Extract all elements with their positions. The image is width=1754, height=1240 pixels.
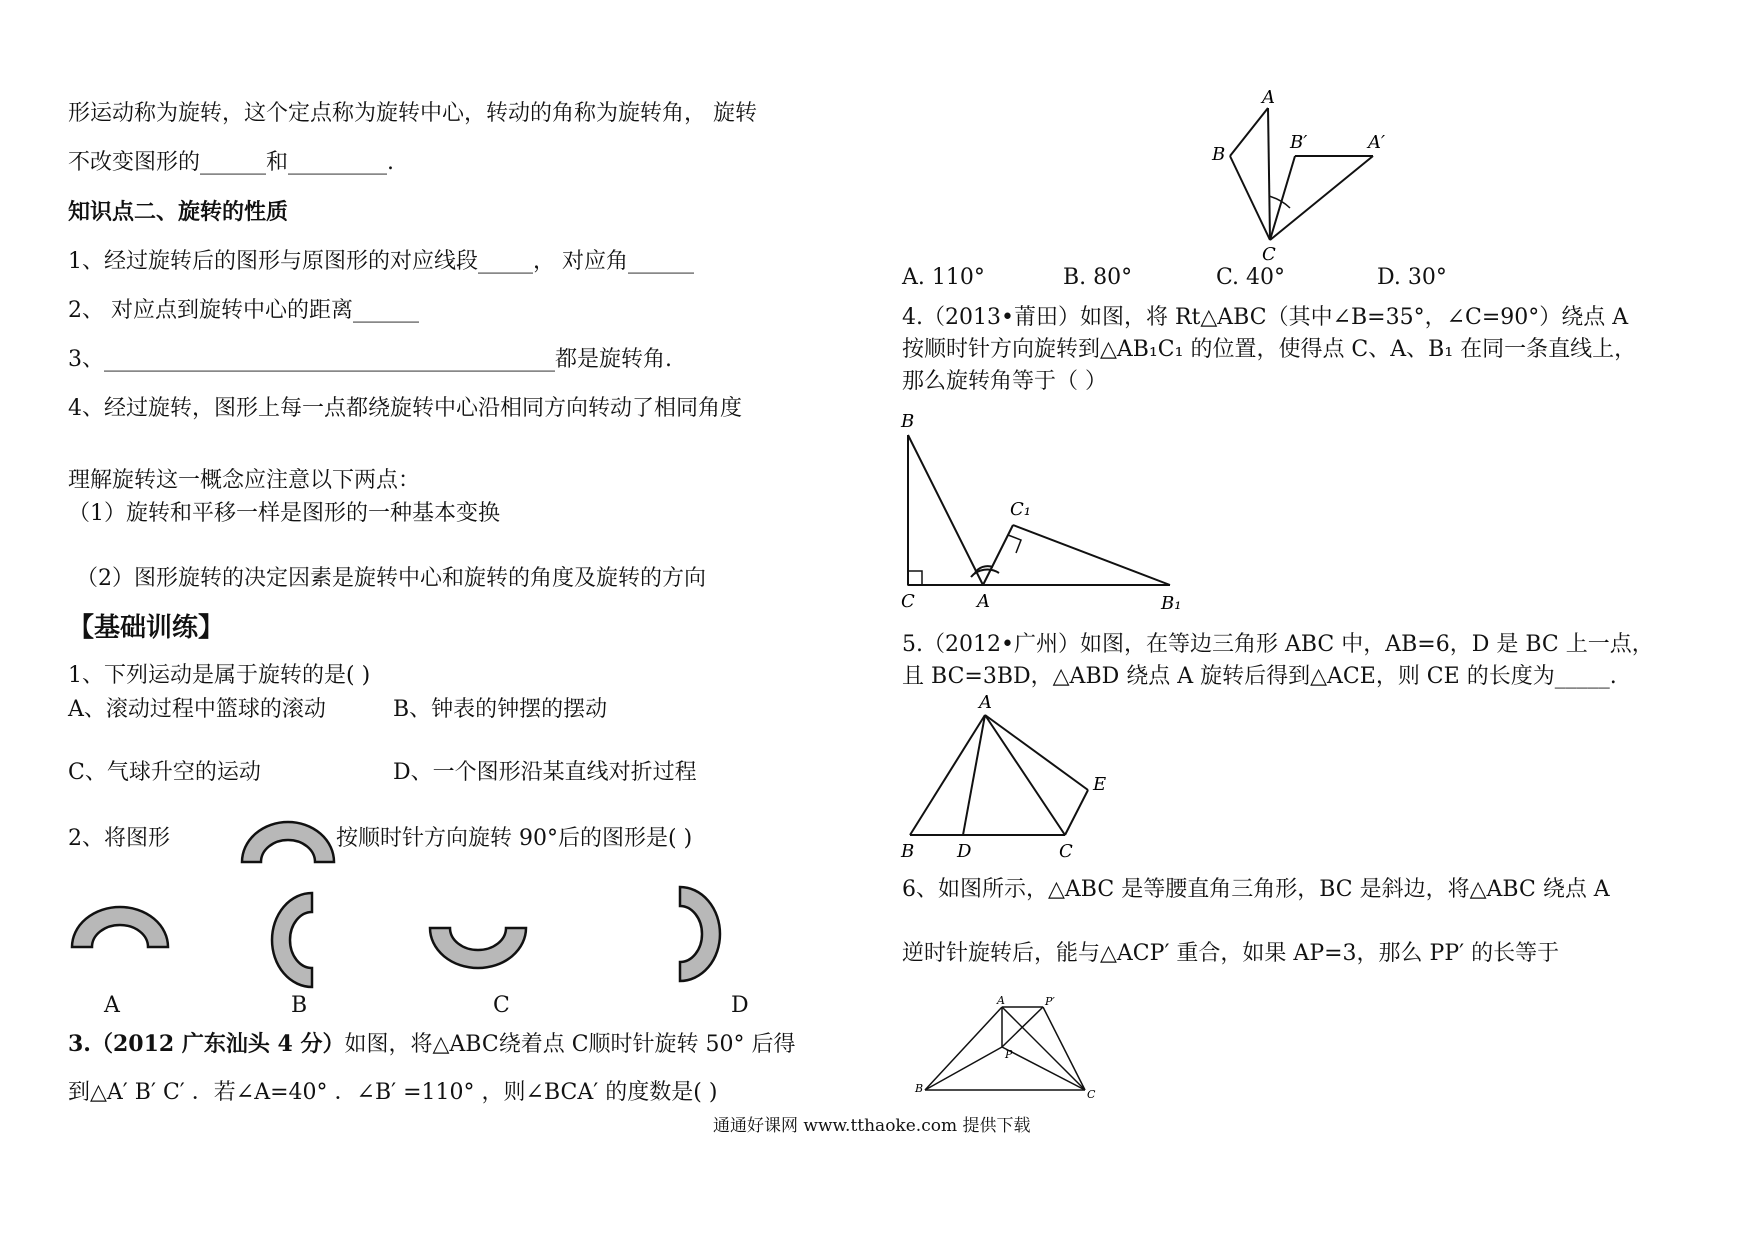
q3-fig-label-b: B xyxy=(1212,144,1226,165)
question-6-line-2: 逆时针旋转后，能与△ACP′ 重合，如果 AP=3，那么 PP′ 的长等于 xyxy=(902,941,1560,966)
question-1: 1、下列运动是属于旋转的是( ) xyxy=(68,663,371,688)
q3-fig-label-a: A xyxy=(1262,87,1275,108)
question-5-line-1: 5.（2012•广州）如图，在等边三角形 ABC 中，AB=6，D 是 BC 上一点， xyxy=(902,632,1654,657)
q5-fig-label-c: C xyxy=(1059,841,1073,862)
q2-option-b-shape xyxy=(268,890,318,990)
q6-isosceles-figure xyxy=(905,995,1105,1105)
property-1: 1、经过旋转后的图形与原图形的对应线段_____， 对应角______ xyxy=(68,249,694,274)
property-3: 3、_________________________________________都是旋转角. xyxy=(68,347,672,372)
q3-source: 3.（2012 广东汕头 4 分） xyxy=(68,1031,345,1057)
q6-fig-label-p-prime: P′ xyxy=(1045,995,1055,1008)
q1-option-d: D、一个图形沿某直线对折过程 xyxy=(393,760,697,785)
q3-fig-label-a-prime: A′ xyxy=(1368,132,1386,153)
q6-fig-label-p: P xyxy=(1005,1048,1013,1061)
footer-credit: 通通好课网 www.tthaoke.com 提供下载 xyxy=(713,1116,1031,1136)
q2-label-a: A xyxy=(104,993,120,1018)
note-2: （2）图形旋转的决定因素是旋转中心和旋转的角度及旋转的方向 xyxy=(76,566,706,591)
q5-fig-label-a: A xyxy=(979,692,992,713)
property-4: 4、经过旋转，图形上每一点都绕旋转中心沿相同方向转动了相同角度 xyxy=(68,396,742,421)
note-1: （1）旋转和平移一样是图形的一种基本变换 xyxy=(68,501,500,526)
q5-fig-label-d: D xyxy=(957,841,972,862)
question-3-line-2: 到△A′ B′ C′ ．若∠A=40° ．∠B′ =110° ，则∠BCA′ 的度数是( ) xyxy=(68,1080,718,1105)
training-title: 【基础训练】 xyxy=(68,613,225,643)
q2-option-d-shape xyxy=(676,884,726,984)
question-2-suffix: 按顺时针方向旋转 90°后的图形是( ) xyxy=(336,826,693,851)
q4-fig-label-a: A xyxy=(977,591,990,612)
q4-fig-label-b: B xyxy=(901,411,915,432)
question-6-line-1: 6、如图所示，△ABC 是等腰直角三角形，BC 是斜边，将△ABC 绕点 A xyxy=(902,877,1610,902)
question-4-line-1: 4.（2013•莆田）如图，将 Rt△ABC（其中∠B=35°，∠C=90°）绕点 A xyxy=(902,305,1629,330)
q3-rotation-figure xyxy=(1200,87,1400,265)
q4-fig-label-c1: C₁ xyxy=(1010,499,1031,520)
q6-fig-label-b: B xyxy=(915,1082,924,1095)
q1-option-b: B、钟表的钟摆的摆动 xyxy=(393,697,608,722)
question-4-line-2: 按顺时针方向旋转到△AB₁C₁ 的位置，使得点 C、A、B₁ 在同一条直线上， xyxy=(902,337,1637,362)
q2-label-b: B xyxy=(291,993,308,1018)
q1-option-a: A、滚动过程中篮球的滚动 xyxy=(68,697,326,722)
q2-label-d: D xyxy=(731,993,749,1018)
q2-shape-figure xyxy=(238,818,338,868)
question-3-line-1 xyxy=(68,1030,796,1059)
notes-title: 理解旋转这一概念应注意以下两点： xyxy=(68,468,421,493)
q3-option-c: C. 40° xyxy=(1216,265,1286,290)
q6-fig-label-c: C xyxy=(1087,1088,1096,1101)
intro-line-1: 形运动称为旋转，这个定点称为旋转中心，转动的角称为旋转角， 旋转 xyxy=(68,101,757,126)
q6-fig-label-a: A xyxy=(997,994,1005,1007)
q3-option-a: A. 110° xyxy=(902,265,985,290)
question-2-prefix: 2、将图形 xyxy=(68,826,170,851)
q2-option-a-shape xyxy=(70,905,170,955)
q3-option-d: D. 30° xyxy=(1377,265,1447,290)
q4-right-triangle-figure xyxy=(895,405,1195,620)
q4-fig-label-c: C xyxy=(901,591,915,612)
property-2: 2、 对应点到旋转中心的距离______ xyxy=(68,298,419,323)
q5-equilateral-figure xyxy=(895,690,1125,860)
question-5-line-2: 且 BC=3BD，△ABD 绕点 A 旋转后得到△ACE，则 CE 的长度为_____. xyxy=(902,664,1617,689)
q5-fig-label-b: B xyxy=(901,841,915,862)
q5-fig-label-e: E xyxy=(1093,774,1107,795)
q3-fig-label-c: C xyxy=(1262,244,1276,265)
q2-option-c-shape xyxy=(428,922,528,972)
intro-line-2: 不改变图形的______和_________. xyxy=(68,150,394,175)
q3-fig-label-b-prime: B′ xyxy=(1290,132,1308,153)
q3-text: 如图，将△ABC绕着点 C顺时针旋转 50° 后得 xyxy=(344,1032,796,1057)
question-4-line-3: 那么旋转角等于（ ） xyxy=(902,369,1107,394)
q3-option-b: B. 80° xyxy=(1063,265,1133,290)
q4-fig-label-b1: B₁ xyxy=(1161,593,1182,614)
q1-option-c: C、气球升空的运动 xyxy=(68,760,261,785)
section2-title: 知识点二、旋转的性质 xyxy=(68,199,289,225)
q2-label-c: C xyxy=(493,993,510,1018)
